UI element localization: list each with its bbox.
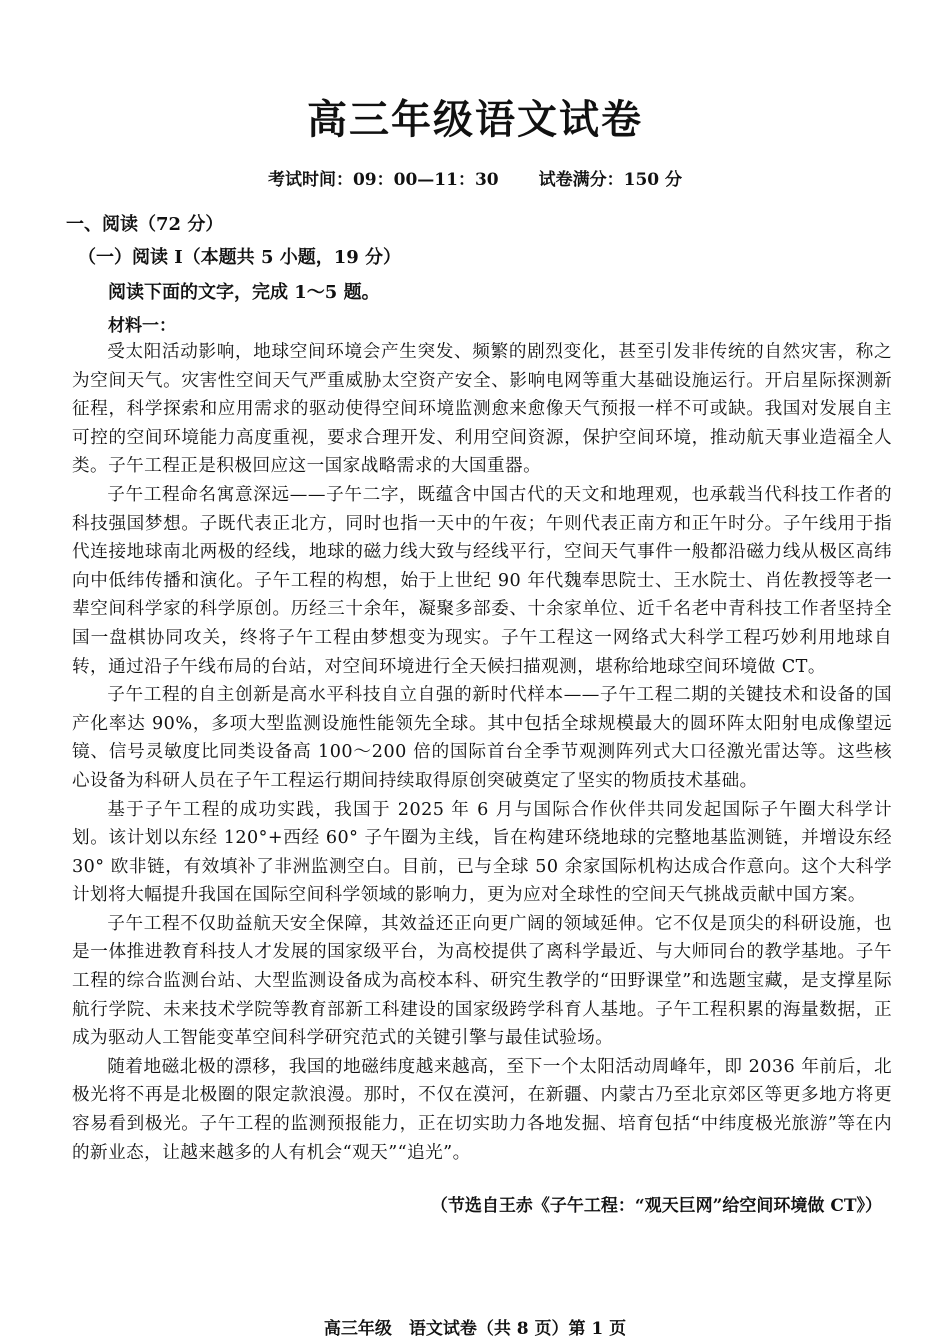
page-footer: 高三年级 语文试卷（共 8 页）第 1 页 [323,1319,627,1339]
paragraph-2: 子午工程命名寓意深远——子午二字，既蕴含中国古代的天文和地理观，也承载当代科技工作者的科技强国梦想。子既代表正北方，同时也指一天中的午夜；午则代表正南方和正午时分。子午线用于指代连接地球南北两极的经线，地球的磁力线大致与经线平行，空间天气事件一般都沿磁力线从极区高纬向中低纬传播和演化。子午工程的构想，始于上世纪 90 年代魏奉思院士、王水院士、肖佐教授等老一辈空间科学家的科学原创。历经三十余年，凝聚多部委、十余家单位、近千名老中青科技工作者坚持全国一盘棋协同攻关，终将子午工程由梦想变为现实。子午工程这一网络式大科学工程巧妙利用地球自转，通过沿子午线布局的台站，对空间环境进行全天候扫描观测，堪称给地球空间环境做 CT。 [72,484,892,677]
paragraph-4: 基于子午工程的成功实践，我国于 2025 年 6 月与国际合作伙伴共同发起国际子午圈大科学计划。该计划以东经 120°+西经 60° 子午圈为主线，旨在构建环绕地球的完整地基监测链，并增设东经 30° 欧非链，有效填补了非洲监测空白。目前，已与全球 50 余家国际机构达成合作意向。这个大科学计划将大幅提升我国在国际空间科学领域的影响力，更为应对全球性的空间天气挑战贡献中国方案。 [72,799,892,906]
exam-full-score: 试卷满分：150 分 [538,170,683,190]
article-source: （节选自王赤《子午工程：“观天巨网”给空间环境做 CT》） [430,1196,882,1216]
page-title: 高三年级语文试卷 [307,97,643,143]
material-label: 材料一： [108,316,176,336]
paragraph-5: 子午工程不仅助益航天安全保障，其效益还正向更广阔的领域延伸。它不仅是顶尖的科研设施，也是一体推进教育科技人才发展的国家级平台，为高校提供了离科学最近、与大师同台的教学基地。子午工程的综合监测台站、大型监测设备成为高校本科、研究生教学的“田野课堂”和选题宝藏，是支撑星际航行学院、未来技术学院等教育部新工科建设的国家级跨学科育人基地。子午工程积累的海量数据，正成为驱动人工智能变革空间科学研究范式的关键引擎与最佳试验场。 [72,913,892,1049]
section-heading: 一、阅读（72 分） [66,214,224,235]
article-body [72,338,892,1167]
subsection-heading: （一）阅读 I（本题共 5 小题，19 分） [78,247,402,268]
paragraph-3: 子午工程的自主创新是高水平科技自立自强的新时代样本——子午工程二期的关键技术和设备的国产化率达 90%，多项大型监测设施性能领先全球。其中包括全球规模最大的圆环阵太阳射电成像望远镜、信号灵敏度比同类设备高 100～200 倍的国际首台全季节观测阵列式大口径激光雷达等。这些核心设备为科研人员在子午工程运行期间持续取得原创突破奠定了坚实的物质技术基础。 [72,685,892,791]
reading-instruction: 阅读下面的文字，完成 1～5 题。 [108,282,380,303]
exam-time: 考试时间：09：00—11：30 [267,170,499,190]
paragraph-1: 受太阳活动影响，地球空间环境会产生突发、频繁的剧烈变化，甚至引发非传统的自然灾害，称之为空间天气。灾害性空间天气严重威胁太空资产安全、影响电网等重大基础设施运行。开启星际探测新征程，科学探索和应用需求的驱动使得空间环境监测愈来愈像天气预报一样不可或缺。我国对发展自主可控的空间环境能力高度重视，要求合理开发、利用空间资源，保护空间环境，推动航天事业造福全人类。子午工程正是积极回应这一国家战略需求的大国重器。 [72,342,892,477]
paragraph-6: 随着地磁北极的漂移，我国的地磁纬度越来越高，至下一个太阳活动周峰年，即 2036 年前后，北极光将不再是北极圈的限定款浪漫。那时，不仅在漠河，在新疆、内蒙古乃至北京郊区等更多地方将更容易看到极光。子午工程的监测预报能力，正在切实助力各地发掘、培育包括“中纬度极光旅游”等在内的新业态，让越来越多的人有机会“观天”“追光”。 [72,1056,892,1163]
exam-info [0,166,950,194]
